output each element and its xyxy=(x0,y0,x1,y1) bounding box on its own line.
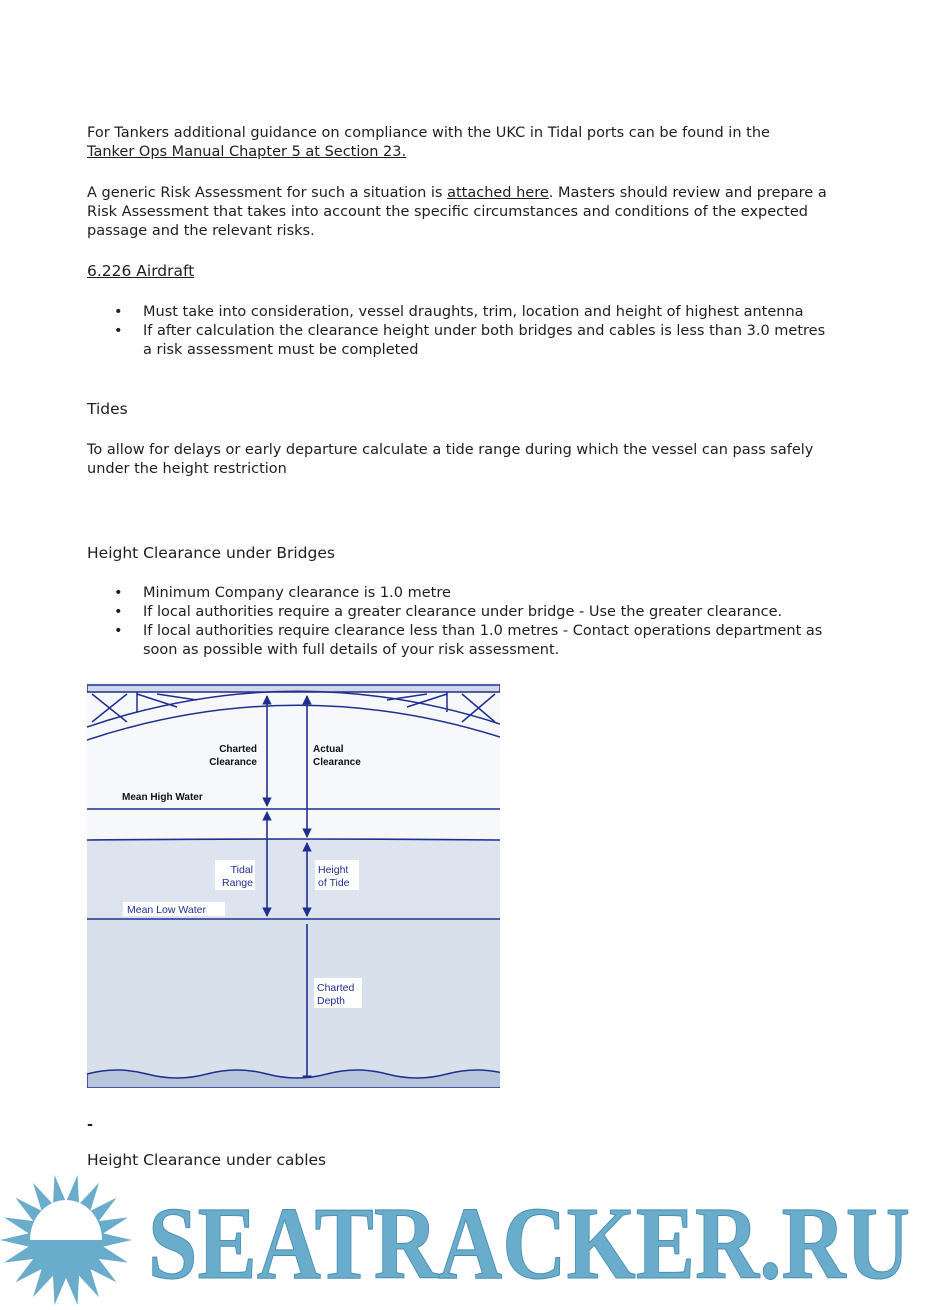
tidal-range-label: Tidal xyxy=(230,864,253,876)
paragraph-text: . Masters should review and prepare a Risk Assessment that takes into account the specific circumstances and conditions of the expected passage and the relevant risks. xyxy=(87,185,827,239)
list-item: • If local authorities require a greater clearance under bridge - Use the greater clearance. xyxy=(87,603,857,622)
risk-assessment-paragraph xyxy=(87,184,842,241)
tides-paragraph: To allow for delays or early departure calculate a tide range during which the vessel can pass safely under the height restriction xyxy=(87,442,814,477)
seatracker-watermark xyxy=(0,1170,926,1310)
paragraph-text: A generic Risk Assessment for such a situation is xyxy=(87,185,448,201)
deep-water-area xyxy=(87,920,500,1088)
airdraft-list xyxy=(87,303,827,360)
cables-heading: Height Clearance under cables xyxy=(87,1151,327,1169)
dash-mark: - xyxy=(87,1117,94,1133)
mean-low-water-label: Mean Low Water xyxy=(127,904,206,916)
bridge-clearance-diagram xyxy=(87,682,500,1088)
tanker-guidance-paragraph xyxy=(87,124,847,162)
watermark-text: SEATRACKER.RU xyxy=(148,1186,910,1301)
sun-logo-icon xyxy=(0,1175,132,1305)
charted-depth-label: Charted xyxy=(317,982,355,994)
list-item: • Must take into consideration, vessel draughts, trim, location and height of highest antenna xyxy=(87,303,827,322)
tidal-range-label: Range xyxy=(222,877,253,889)
tides-heading: Tides xyxy=(87,400,128,418)
height-of-tide-label: Height xyxy=(318,864,349,876)
list-item: • If after calculation the clearance height under both bridges and cables is less than 3.0 metres a risk assessment must be completed xyxy=(87,322,827,360)
charted-clearance-label: Charted xyxy=(219,744,257,755)
mean-high-water-label: Mean High Water xyxy=(122,792,203,803)
list-item: • Minimum Company clearance is 1.0 metre xyxy=(87,584,857,603)
charted-clearance-label: Clearance xyxy=(209,757,257,768)
airdraft-heading: 6.226 Airdraft xyxy=(87,262,195,280)
bridges-list xyxy=(87,584,857,660)
actual-clearance-label: Clearance xyxy=(313,757,361,768)
list-item: • If local authorities require clearance less than 1.0 metres - Contact operations department as soon as possible with full details of your risk assessment. xyxy=(87,622,857,660)
attached-here-link[interactable]: attached here xyxy=(447,185,549,201)
paragraph-text: For Tankers additional guidance on compliance with the UKC in Tidal ports can be found in the xyxy=(87,125,770,141)
charted-depth-label: Depth xyxy=(317,995,346,1007)
actual-clearance-label: Actual xyxy=(313,744,344,755)
tanker-ops-manual-link[interactable]: Tanker Ops Manual Chapter 5 at Section 23. xyxy=(87,144,407,160)
height-of-tide-label: of Tide xyxy=(318,877,350,889)
bridges-heading: Height Clearance under Bridges xyxy=(87,544,335,562)
